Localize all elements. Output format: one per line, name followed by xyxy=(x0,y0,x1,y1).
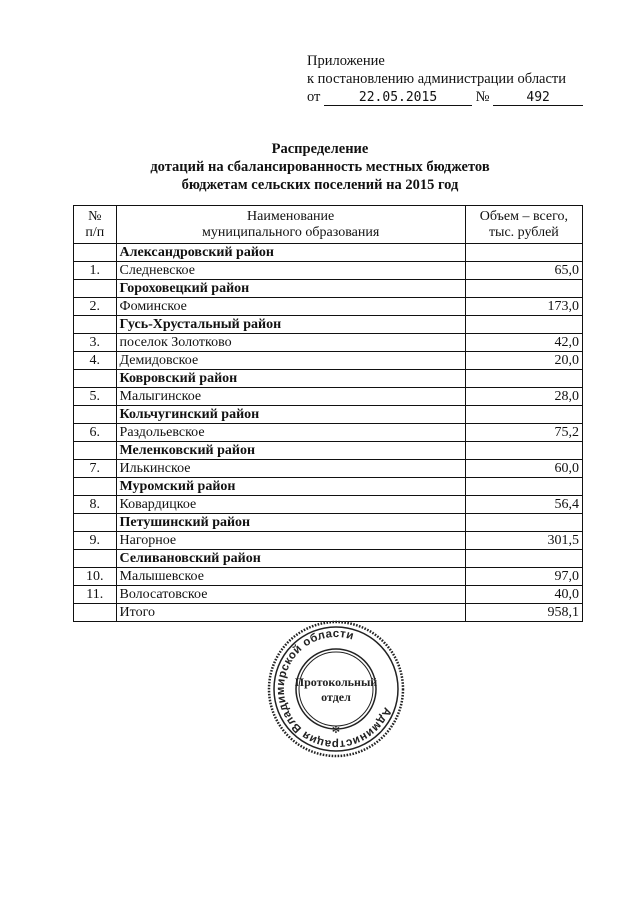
row-number xyxy=(74,370,117,388)
decree-date: 22.05.2015 xyxy=(324,90,472,106)
settlement-name: Илькинское xyxy=(116,460,465,478)
district-row xyxy=(74,550,583,568)
settlement-name: Малыгинское xyxy=(116,388,465,406)
district-name: Гусь-Хрустальный район xyxy=(116,316,465,334)
district-name: Меленковский район xyxy=(116,442,465,460)
row-number xyxy=(74,280,117,298)
table-row xyxy=(74,532,583,550)
row-value xyxy=(465,514,582,532)
header-number-line-2: п/п xyxy=(85,224,105,240)
title-line-1: Распределение xyxy=(271,141,369,157)
row-number xyxy=(74,442,117,460)
settlement-name: Раздольевское xyxy=(116,424,465,442)
district-row xyxy=(74,316,583,334)
settlement-name: поселок Золотково xyxy=(116,334,465,352)
row-value xyxy=(465,280,582,298)
district-row xyxy=(74,406,583,424)
district-name: Александровский район xyxy=(116,244,465,262)
district-row xyxy=(74,514,583,532)
row-number: 4. xyxy=(74,352,117,370)
district-name: Петушинский район xyxy=(116,514,465,532)
header-name-line-1: Наименование xyxy=(247,208,335,224)
seal-stamp xyxy=(266,619,406,759)
stamp-ring-text: Администрация Владимирской области xyxy=(274,627,394,751)
row-value: 40,0 xyxy=(465,586,582,604)
row-value: 97,0 xyxy=(465,568,582,586)
row-value: 42,0 xyxy=(465,334,582,352)
row-number xyxy=(74,514,117,532)
total-label: Итого xyxy=(116,604,465,622)
row-value xyxy=(465,370,582,388)
appendix-line-1: Приложение xyxy=(307,53,385,69)
table-row xyxy=(74,424,583,442)
table-row xyxy=(74,262,583,280)
row-number: 3. xyxy=(74,334,117,352)
district-name: Муромский район xyxy=(116,478,465,496)
district-name: Гороховецкий район xyxy=(116,280,465,298)
table-row xyxy=(74,388,583,406)
number-prefix: № xyxy=(475,89,490,105)
row-number xyxy=(74,244,117,262)
district-row xyxy=(74,442,583,460)
distribution-table xyxy=(73,205,583,622)
district-row xyxy=(74,370,583,388)
row-number xyxy=(74,478,117,496)
row-number: 6. xyxy=(74,424,117,442)
document-title xyxy=(0,140,640,194)
row-value: 75,2 xyxy=(465,424,582,442)
table-row xyxy=(74,568,583,586)
decree-number: 492 xyxy=(493,90,583,106)
table-row xyxy=(74,460,583,478)
header-value-line-1: Объем – всего, xyxy=(479,208,568,224)
row-number: 11. xyxy=(74,586,117,604)
stamp-center-line-2: отдел xyxy=(321,690,351,704)
appendix-block xyxy=(307,52,583,106)
settlement-name: Ковардицкое xyxy=(116,496,465,514)
stamp-ornament: ✻ xyxy=(331,725,341,736)
table-row xyxy=(74,586,583,604)
row-number xyxy=(74,406,117,424)
header-value xyxy=(465,206,582,244)
settlement-name: Фоминское xyxy=(116,298,465,316)
row-number: 2. xyxy=(74,298,117,316)
row-value xyxy=(465,442,582,460)
settlement-name: Следневское xyxy=(116,262,465,280)
district-row xyxy=(74,244,583,262)
row-value: 20,0 xyxy=(465,352,582,370)
row-number xyxy=(74,550,117,568)
date-prefix: от xyxy=(307,89,321,105)
header-name-line-2: муниципального образования xyxy=(202,224,380,240)
row-number: 8. xyxy=(74,496,117,514)
row-value: 301,5 xyxy=(465,532,582,550)
row-value xyxy=(465,478,582,496)
table-row xyxy=(74,334,583,352)
district-row xyxy=(74,280,583,298)
row-value xyxy=(465,244,582,262)
settlement-name: Волосатовское xyxy=(116,586,465,604)
district-name: Кольчугинский район xyxy=(116,406,465,424)
row-number: 10. xyxy=(74,568,117,586)
appendix-line-2: к постановлению администрации области xyxy=(307,71,567,87)
svg-text:Администрация Владимирской обл xyxy=(266,619,406,759)
row-value xyxy=(465,550,582,568)
district-name: Ковровский район xyxy=(116,370,465,388)
stamp-center-line-1: Протокольный xyxy=(294,675,378,689)
header-number-line-1: № xyxy=(88,208,102,224)
table-body xyxy=(74,244,583,604)
table-row xyxy=(74,352,583,370)
row-number xyxy=(74,316,117,334)
header-value-line-2: тыс. рублей xyxy=(488,224,559,240)
header-number xyxy=(74,206,117,244)
district-name: Селивановский район xyxy=(116,550,465,568)
title-line-2: дотаций на сбалансированность местных бюджетов xyxy=(150,159,490,175)
row-number: 9. xyxy=(74,532,117,550)
row-value: 60,0 xyxy=(465,460,582,478)
row-number: 5. xyxy=(74,388,117,406)
row-value: 173,0 xyxy=(465,298,582,316)
total-value: 958,1 xyxy=(465,604,582,622)
row-value: 28,0 xyxy=(465,388,582,406)
row-value xyxy=(465,316,582,334)
row-value: 65,0 xyxy=(465,262,582,280)
settlement-name: Демидовское xyxy=(116,352,465,370)
table-row xyxy=(74,496,583,514)
total-number-cell xyxy=(74,604,117,622)
header-name xyxy=(116,206,465,244)
row-number: 7. xyxy=(74,460,117,478)
appendix-line-3 xyxy=(307,88,583,106)
table-row xyxy=(74,298,583,316)
row-value xyxy=(465,406,582,424)
table-header-row xyxy=(74,206,583,244)
row-value: 56,4 xyxy=(465,496,582,514)
settlement-name: Малышевское xyxy=(116,568,465,586)
settlement-name: Нагорное xyxy=(116,532,465,550)
district-row xyxy=(74,478,583,496)
title-line-3: бюджетам сельских поселений на 2015 год xyxy=(181,177,459,193)
row-number: 1. xyxy=(74,262,117,280)
